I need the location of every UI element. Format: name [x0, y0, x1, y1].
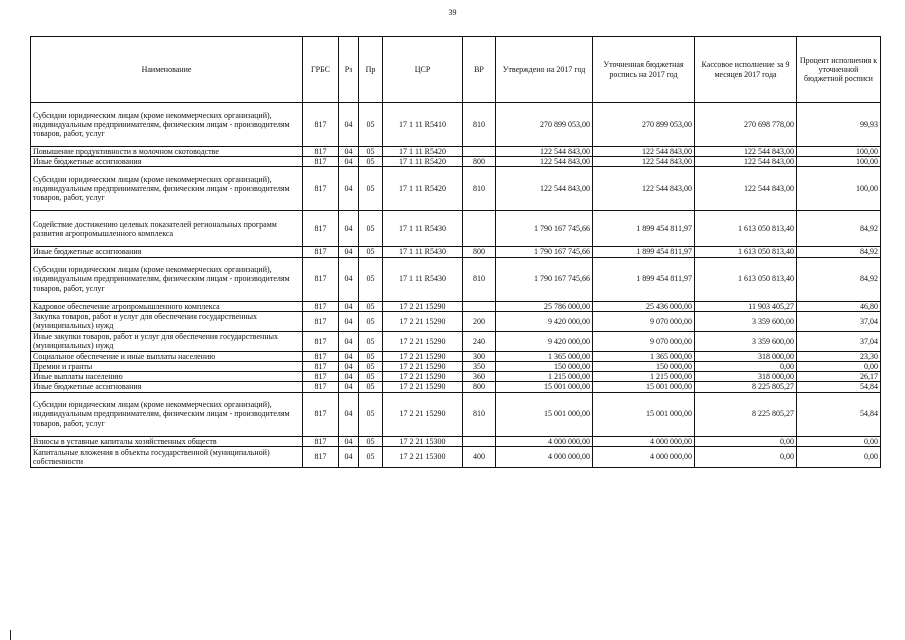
row-csr: 17 2 21 15290: [383, 361, 463, 371]
table-row: [31, 311, 881, 331]
row-refined: 1 365 000,00: [593, 351, 695, 361]
table-row: [31, 392, 881, 436]
row-csr: 17 2 21 15300: [383, 446, 463, 467]
header-cash: Кассовое исполнение за 9 месяцев 2017 года: [695, 37, 797, 103]
row-refined: 1 899 454 811,97: [593, 257, 695, 301]
row-name: Закупка товаров, работ и услуг для обеспечения государственных (муниципальных) нужд: [31, 311, 303, 331]
row-pr: 05: [359, 301, 383, 311]
table-row: [31, 167, 881, 211]
row-approved: 9 420 000,00: [496, 331, 593, 351]
row-percent: 0,00: [797, 446, 881, 467]
budget-execution-table: [30, 36, 881, 468]
row-rz: 04: [339, 311, 359, 331]
row-pr: 05: [359, 436, 383, 446]
row-name: Иные выплаты населению: [31, 372, 303, 382]
row-pr: 05: [359, 382, 383, 392]
row-approved: 122 544 843,00: [496, 157, 593, 167]
row-grbs: 817: [303, 211, 339, 247]
row-pr: 05: [359, 167, 383, 211]
row-pr: 05: [359, 392, 383, 436]
row-cash: 3 359 600,00: [695, 331, 797, 351]
row-name: Премии и гранты: [31, 361, 303, 371]
row-name: Повышение продуктивности в молочном скотоводстве: [31, 147, 303, 157]
row-cash: 318 000,00: [695, 351, 797, 361]
row-grbs: 817: [303, 382, 339, 392]
row-csr: 17 1 11 R5430: [383, 211, 463, 247]
row-vr: [463, 211, 496, 247]
row-cash: 1 613 050 813,40: [695, 247, 797, 257]
row-refined: 1 215 000,00: [593, 372, 695, 382]
row-vr: 810: [463, 103, 496, 147]
row-vr: 350: [463, 361, 496, 371]
row-percent: 99,93: [797, 103, 881, 147]
row-cash: 122 544 843,00: [695, 147, 797, 157]
header-csr: ЦСР: [383, 37, 463, 103]
row-csr: 17 1 11 R5420: [383, 147, 463, 157]
header-percent: Процент исполнения к уточненной бюджетной росписи: [797, 37, 881, 103]
row-pr: 05: [359, 147, 383, 157]
row-name: Капитальные вложения в объекты государственной (муниципальной) собственности: [31, 446, 303, 467]
row-vr: 240: [463, 331, 496, 351]
row-pr: 05: [359, 372, 383, 382]
row-vr: 810: [463, 167, 496, 211]
row-cash: 318 000,00: [695, 372, 797, 382]
row-percent: 23,30: [797, 351, 881, 361]
row-rz: 04: [339, 372, 359, 382]
row-rz: 04: [339, 247, 359, 257]
row-refined: 122 544 843,00: [593, 167, 695, 211]
row-cash: 8 225 805,27: [695, 382, 797, 392]
row-csr: 17 2 21 15290: [383, 351, 463, 361]
row-rz: 04: [339, 211, 359, 247]
row-csr: 17 2 21 15290: [383, 301, 463, 311]
row-pr: 05: [359, 361, 383, 371]
table-row: [31, 247, 881, 257]
table-row: [31, 351, 881, 361]
row-rz: 04: [339, 257, 359, 301]
page-number: 39: [448, 8, 457, 17]
row-percent: 0,00: [797, 436, 881, 446]
row-cash: 1 613 050 813,40: [695, 257, 797, 301]
row-vr: 800: [463, 382, 496, 392]
row-percent: 84,92: [797, 211, 881, 247]
row-cash: 3 359 600,00: [695, 311, 797, 331]
row-percent: 84,92: [797, 257, 881, 301]
row-vr: 810: [463, 257, 496, 301]
table-row: [31, 382, 881, 392]
row-approved: 15 001 000,00: [496, 382, 593, 392]
row-grbs: 817: [303, 311, 339, 331]
row-approved: 122 544 843,00: [496, 167, 593, 211]
row-pr: 05: [359, 351, 383, 361]
table-row: [31, 372, 881, 382]
row-rz: 04: [339, 167, 359, 211]
row-rz: 04: [339, 351, 359, 361]
row-vr: 810: [463, 392, 496, 436]
row-refined: 9 070 000,00: [593, 331, 695, 351]
row-cash: 0,00: [695, 361, 797, 371]
row-vr: 200: [463, 311, 496, 331]
row-rz: 04: [339, 103, 359, 147]
table-row: [31, 147, 881, 157]
row-approved: 4 000 000,00: [496, 436, 593, 446]
header-pr: Пр: [359, 37, 383, 103]
table-row: [31, 331, 881, 351]
row-pr: 05: [359, 211, 383, 247]
row-pr: 05: [359, 446, 383, 467]
row-approved: 1 790 167 745,66: [496, 247, 593, 257]
table-row: [31, 436, 881, 446]
row-name: Кадровое обеспечение агропромышленного комплекса: [31, 301, 303, 311]
row-name: Иные закупки товаров, работ и услуг для обеспечения государственных (муниципальных) нужд: [31, 331, 303, 351]
row-pr: 05: [359, 331, 383, 351]
row-percent: 100,00: [797, 167, 881, 211]
row-cash: 270 698 778,00: [695, 103, 797, 147]
row-grbs: 817: [303, 247, 339, 257]
row-approved: 1 215 000,00: [496, 372, 593, 382]
header-vr: ВР: [463, 37, 496, 103]
row-name: Социальное обеспечение и иные выплаты населению: [31, 351, 303, 361]
row-csr: 17 1 11 R5420: [383, 157, 463, 167]
row-vr: 360: [463, 372, 496, 382]
row-name: Содействие достижению целевых показателей региональных программ развития агропромышленного комплекса: [31, 211, 303, 247]
row-refined: 4 000 000,00: [593, 436, 695, 446]
row-grbs: 817: [303, 257, 339, 301]
row-pr: 05: [359, 103, 383, 147]
row-name: Иные бюджетные ассигнования: [31, 157, 303, 167]
row-approved: 25 786 000,00: [496, 301, 593, 311]
row-approved: 1 790 167 745,66: [496, 257, 593, 301]
row-rz: 04: [339, 331, 359, 351]
row-refined: 15 001 000,00: [593, 392, 695, 436]
row-grbs: 817: [303, 351, 339, 361]
row-vr: 300: [463, 351, 496, 361]
header-grbs: ГРБС: [303, 37, 339, 103]
header-name: Наименование: [31, 37, 303, 103]
row-approved: 270 899 053,00: [496, 103, 593, 147]
row-grbs: 817: [303, 361, 339, 371]
row-cash: 11 903 405,27: [695, 301, 797, 311]
row-refined: 1 899 454 811,97: [593, 211, 695, 247]
row-name: Иные бюджетные ассигнования: [31, 247, 303, 257]
row-approved: 1 790 167 745,66: [496, 211, 593, 247]
row-cash: 0,00: [695, 446, 797, 467]
row-approved: 1 365 000,00: [496, 351, 593, 361]
table-row: [31, 361, 881, 371]
row-rz: 04: [339, 361, 359, 371]
header-refined: Уточненная бюджетная роспись на 2017 год: [593, 37, 695, 103]
row-vr: [463, 436, 496, 446]
row-approved: 122 544 843,00: [496, 147, 593, 157]
row-grbs: 817: [303, 372, 339, 382]
row-name: Субсидии юридическим лицам (кроме некоммерческих организаций), индивидуальным предпринимателям, физическим лицам - производителям товаров, работ, услуг: [31, 103, 303, 147]
row-name: Субсидии юридическим лицам (кроме некоммерческих организаций), индивидуальным предпринимателям, физическим лицам - производителям товаров, работ, услуг: [31, 257, 303, 301]
row-grbs: 817: [303, 446, 339, 467]
row-percent: 100,00: [797, 157, 881, 167]
row-vr: 800: [463, 247, 496, 257]
row-refined: 1 899 454 811,97: [593, 247, 695, 257]
row-cash: 122 544 843,00: [695, 167, 797, 211]
row-grbs: 817: [303, 167, 339, 211]
row-rz: 04: [339, 436, 359, 446]
row-percent: 26,17: [797, 372, 881, 382]
row-rz: 04: [339, 301, 359, 311]
row-pr: 05: [359, 257, 383, 301]
row-csr: 17 1 11 R5420: [383, 167, 463, 211]
row-csr: 17 2 21 15290: [383, 372, 463, 382]
row-csr: 17 2 21 15290: [383, 331, 463, 351]
scan-edge-mark: [10, 630, 11, 640]
row-name: Субсидии юридическим лицам (кроме некоммерческих организаций), индивидуальным предпринимателям, физическим лицам - производителям товаров, работ, услуг: [31, 392, 303, 436]
row-approved: 15 001 000,00: [496, 392, 593, 436]
row-csr: 17 1 11 R5430: [383, 257, 463, 301]
row-cash: 0,00: [695, 436, 797, 446]
row-grbs: 817: [303, 147, 339, 157]
row-percent: 54,84: [797, 382, 881, 392]
row-rz: 04: [339, 157, 359, 167]
row-percent: 0,00: [797, 361, 881, 371]
row-grbs: 817: [303, 103, 339, 147]
row-name: Взносы в уставные капиталы хозяйственных обществ: [31, 436, 303, 446]
row-percent: 37,04: [797, 311, 881, 331]
row-cash: 8 225 805,27: [695, 392, 797, 436]
row-pr: 05: [359, 247, 383, 257]
row-refined: 122 544 843,00: [593, 157, 695, 167]
row-csr: 17 2 21 15290: [383, 392, 463, 436]
row-csr: 17 2 21 15290: [383, 382, 463, 392]
header-rz: Рз: [339, 37, 359, 103]
row-percent: 54,84: [797, 392, 881, 436]
row-rz: 04: [339, 446, 359, 467]
row-refined: 9 070 000,00: [593, 311, 695, 331]
row-refined: 4 000 000,00: [593, 446, 695, 467]
row-refined: 122 544 843,00: [593, 147, 695, 157]
row-csr: 17 1 11 R5430: [383, 247, 463, 257]
row-approved: 4 000 000,00: [496, 446, 593, 467]
row-grbs: 817: [303, 436, 339, 446]
row-cash: 1 613 050 813,40: [695, 211, 797, 247]
row-vr: 800: [463, 157, 496, 167]
table-row: [31, 211, 881, 247]
row-grbs: 817: [303, 301, 339, 311]
row-vr: 400: [463, 446, 496, 467]
row-refined: 25 436 000,00: [593, 301, 695, 311]
row-rz: 04: [339, 392, 359, 436]
row-pr: 05: [359, 311, 383, 331]
row-grbs: 817: [303, 157, 339, 167]
row-csr: 17 2 21 15300: [383, 436, 463, 446]
row-approved: 9 420 000,00: [496, 311, 593, 331]
header-approved: Утверждено на 2017 год: [496, 37, 593, 103]
row-pr: 05: [359, 157, 383, 167]
row-cash: 122 544 843,00: [695, 157, 797, 167]
row-rz: 04: [339, 147, 359, 157]
row-refined: 15 001 000,00: [593, 382, 695, 392]
row-percent: 84,92: [797, 247, 881, 257]
row-refined: 150 000,00: [593, 361, 695, 371]
row-grbs: 817: [303, 331, 339, 351]
table-row: [31, 257, 881, 301]
row-csr: 17 2 21 15290: [383, 311, 463, 331]
row-csr: 17 1 11 R5410: [383, 103, 463, 147]
row-percent: 46,80: [797, 301, 881, 311]
row-percent: 100,00: [797, 147, 881, 157]
table-header-row: [31, 37, 881, 103]
table-row: [31, 446, 881, 467]
table-row: [31, 157, 881, 167]
row-name: Иные бюджетные ассигнования: [31, 382, 303, 392]
row-grbs: 817: [303, 392, 339, 436]
table-row: [31, 103, 881, 147]
row-approved: 150 000,00: [496, 361, 593, 371]
row-refined: 270 899 053,00: [593, 103, 695, 147]
row-percent: 37,04: [797, 331, 881, 351]
row-rz: 04: [339, 382, 359, 392]
row-vr: [463, 147, 496, 157]
row-name: Субсидии юридическим лицам (кроме некоммерческих организаций), индивидуальным предпринимателям, физическим лицам - производителям товаров, работ, услуг: [31, 167, 303, 211]
row-vr: [463, 301, 496, 311]
table-row: [31, 301, 881, 311]
